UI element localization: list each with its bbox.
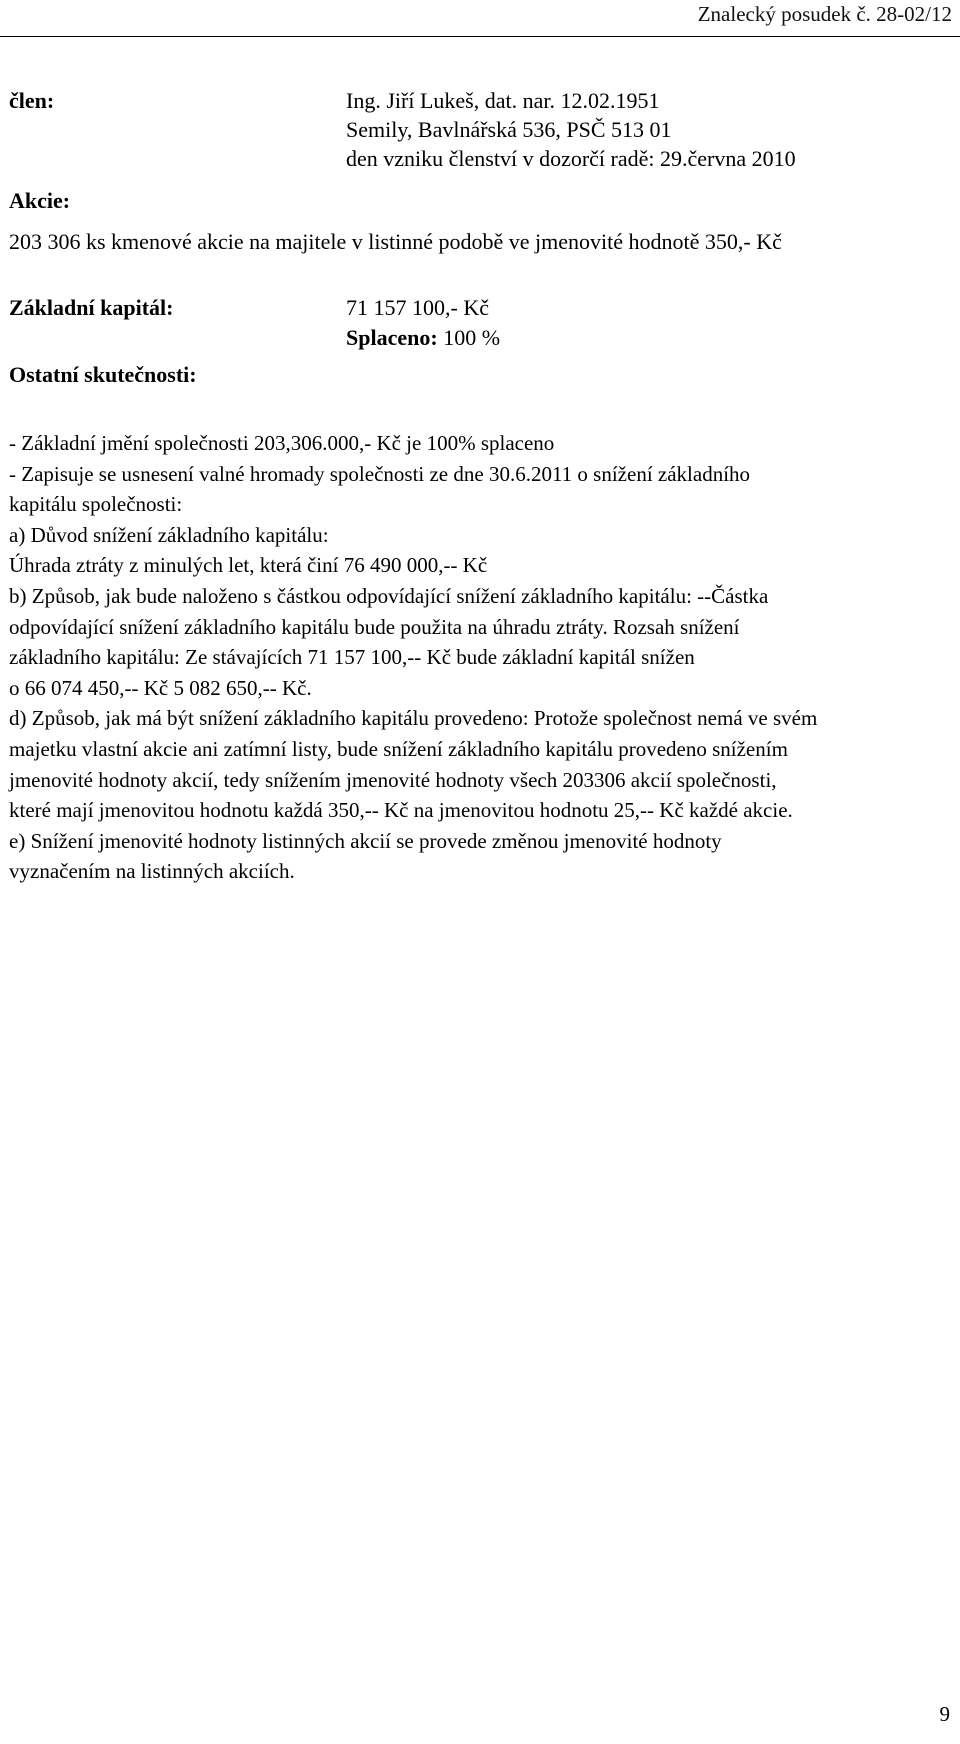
page-number: 9 xyxy=(939,1702,950,1726)
page-header: Znalecký posudek č. 28-02/12 xyxy=(697,2,952,26)
text-line: kapitálu společnosti: xyxy=(9,492,183,517)
shares-text: 203 306 ks kmenové akcie na majitele v listinné podobě ve jmenovité hodnotě 350,- Kč xyxy=(9,229,782,254)
text-line: majetku vlastní akcie ani zatímní listy, bude snížení základního kapitálu provedeno snížením xyxy=(9,736,788,761)
paid-row xyxy=(346,325,500,351)
text-line: o 66 074 450,-- Kč 5 082 650,-- Kč. xyxy=(9,675,312,700)
text-line: jmenovité hodnoty akcií, tedy snížením jmenovité hodnoty všech 203306 akcií společnosti, xyxy=(9,767,777,792)
capital-value: 71 157 100,- Kč xyxy=(346,295,489,320)
capital-label: Základní kapitál: xyxy=(9,295,174,320)
text-line: e) Snížení jmenovité hodnoty listinných akcií se provede změnou jmenovité hodnoty xyxy=(9,828,722,853)
member-line: Semily, Bavlnářská 536, PSČ 513 01 xyxy=(346,117,672,142)
text-line: odpovídající snížení základního kapitálu bude použita na úhradu ztráty. Rozsah snížení xyxy=(9,614,740,639)
text-line: a) Důvod snížení základního kapitálu: xyxy=(9,522,329,547)
text-line: vyznačením na listinných akciích. xyxy=(9,859,295,884)
text-line: Úhrada ztráty z minulých let, která činí 76 490 000,-- Kč xyxy=(9,553,488,578)
shares-label: Akcie: xyxy=(9,188,71,213)
paid-label: Splaceno: xyxy=(346,325,438,350)
text-line: které mají jmenovitou hodnotu každá 350,-- Kč na jmenovitou hodnotu 25,-- Kč každé akcie. xyxy=(9,798,793,823)
text-line: b) Způsob, jak bude naloženo s částkou odpovídající snížení základního kapitálu: --Částka xyxy=(9,583,769,608)
paid-value: 100 % xyxy=(443,325,501,350)
member-line: Ing. Jiří Lukeš, dat. nar. 12.02.1951 xyxy=(346,88,660,113)
text-line: - Zapisuje se usnesení valné hromady společnosti ze dne 30.6.2011 o snížení základního xyxy=(9,461,751,486)
text-line: d) Způsob, jak má být snížení základního kapitálu provedeno: Protože společnost nemá ve svém xyxy=(9,706,818,731)
text-line: základního kapitálu: Ze stávajících 71 157 100,-- Kč bude základní kapitál snížen xyxy=(9,645,695,670)
other-label: Ostatní skutečnosti: xyxy=(9,362,197,387)
member-line: den vzniku členství v dozorčí radě: 29.června 2010 xyxy=(346,146,796,171)
other-facts-text xyxy=(9,428,954,887)
text-line: - Základní jmění společnosti 203,306.000,- Kč je 100% splaceno xyxy=(9,431,555,455)
header-rule xyxy=(0,36,960,37)
member-label: člen: xyxy=(9,88,55,113)
